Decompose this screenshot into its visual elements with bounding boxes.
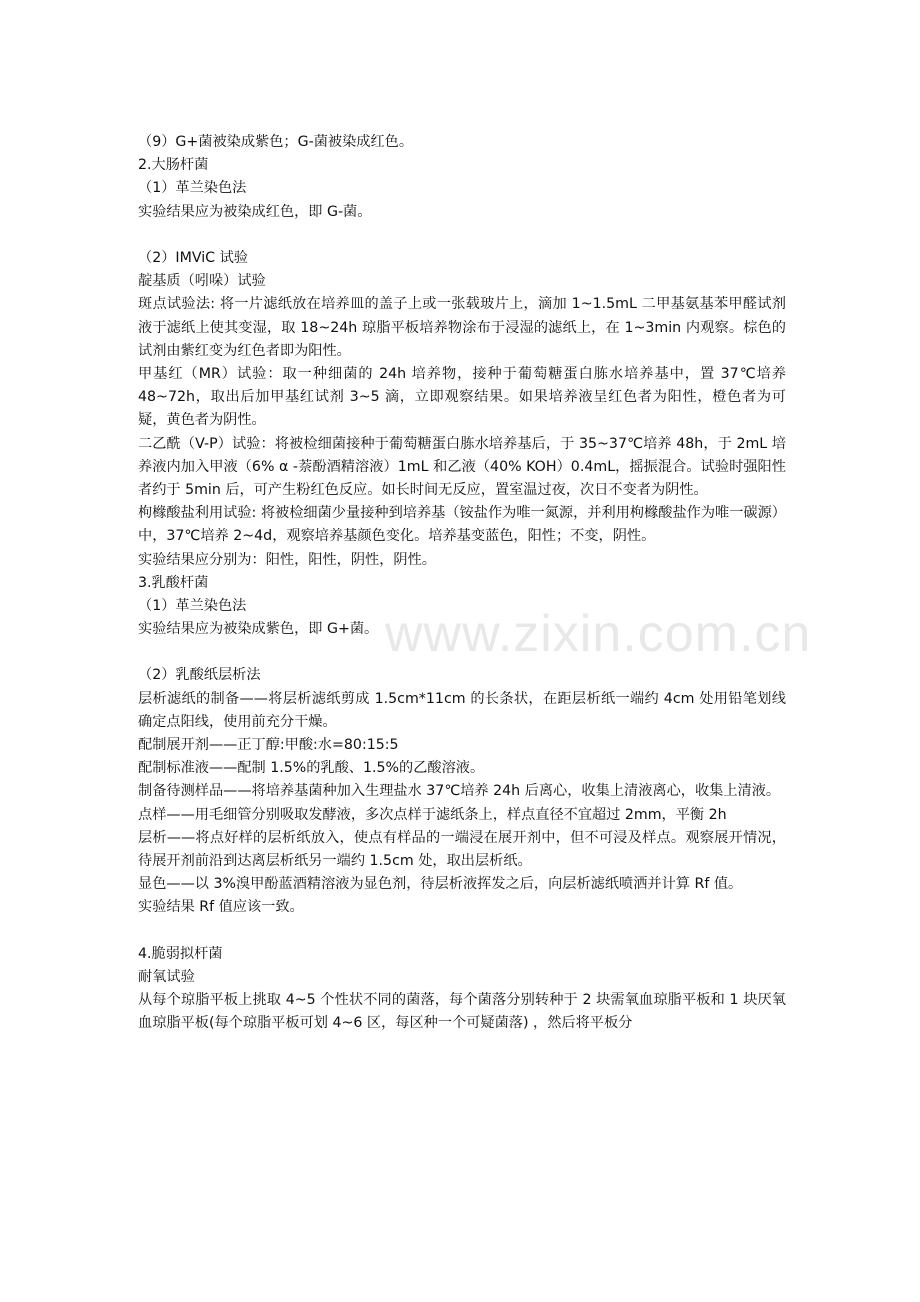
subsection-heading: （1）革兰染色法 xyxy=(138,597,247,614)
watermark: www.zixin.com.cn xyxy=(385,605,812,663)
section-heading: 4.脆弱拟杆菌 xyxy=(138,945,223,962)
paragraph: 从每个琼脂平板上挑取 4~5 个性状不同的菌落，每个菌落分别转种于 2 块需氧血琼脂平板和 1 块厌氧血琼脂平板(每个琼脂平板可划 4~6 区，每区种一个可疑菌落) ，然后将平板分 xyxy=(138,992,786,1032)
text-line: （9）G+菌被染成紫色；G-菌被染成红色。 xyxy=(138,134,414,150)
text-line: 配制标准液——配制 1.5%的乳酸、1.5%的乙酸溶液。 xyxy=(138,760,485,777)
text-line: 实验结果应为被染成红色，即 G-菌。 xyxy=(138,203,372,220)
subsection-heading: 靛基质（吲哚）试验 xyxy=(138,273,266,290)
subsection-heading: （1）革兰染色法 xyxy=(138,180,247,197)
blank-line xyxy=(138,920,786,943)
blank-line xyxy=(138,641,786,664)
paragraph: 显色——以 3%溴甲酚蓝酒精溶液为显色剂，待层析液挥发之后，向层析滤纸喷洒并计算 Rf 值。 xyxy=(138,876,743,893)
paragraph: 层析滤纸的制备——将层析滤纸剪成 1.5cm*11cm 的长条状，在距层析纸一端约 4cm 处用铅笔划线确定点阳线，使用前充分干燥。 xyxy=(138,690,786,730)
text-line: 实验结果应分别为：阳性，阳性，阴性，阴性。 xyxy=(138,551,436,568)
text-line: 实验结果 Rf 值应该一致。 xyxy=(138,899,304,916)
paragraph: 层析——将点好样的层析纸放入，使点有样品的一端浸在展开剂中，但不可浸及样点。观察展开情况，待展开剂前沿到达离层析纸另一端约 1.5cm 处，取出层析纸。 xyxy=(138,829,786,870)
paragraph: 甲基红（MR）试验：取一种细菌的 24h 培养物，接种于葡萄糖蛋白胨水培养基中，置 37℃培养 48~72h，取出后加甲基红试剂 3~5 滴，立即观察结果。如果培养液呈红色者为阳性，橙色者为可疑，黄色者为阴性。 xyxy=(138,365,786,429)
paragraph: 二乙酰（V-P）试验：将被检细菌接种于葡萄糖蛋白胨水培养基后，于 35~37℃培养 48h，于 2mL 培养液内加入甲液（6% α -萘酚酒精溶液）1mL 和乙液（40% KOH）0.4mL，摇振混合。试验时强阳性者约于 5min 后，可产生粉红色反应。如长时间无反应，置室温过夜，次日不变者为阴性。 xyxy=(138,435,786,498)
text-line: 实验结果应为被染成紫色，即 G+菌。 xyxy=(138,621,379,638)
subsection-heading: （2）乳酸纸层析法 xyxy=(138,667,261,684)
text-line: 点样——用毛细管分别吸取发酵液，多次点样于滤纸条上，样点直径不宜超过 2mm，平衡 2h xyxy=(138,806,727,823)
paragraph: 斑点试验法: 将一片滤纸放在培养皿的盖子上或一张载玻片上，滴加 1~1.5mL 二甲基氨基苯甲醛试剂液于滤纸上使其变湿，取 18~24h 琼脂平板培养物涂布于浸湿的滤纸上，在 1~3min 内观察。棕色的试剂由紫红变为红色者即为阳性。 xyxy=(138,296,786,359)
document-body xyxy=(138,131,786,1036)
subsection-heading: 耐氧试验 xyxy=(138,969,195,986)
text-line: 配制展开剂——正丁醇:甲酸:水=80:15:5 xyxy=(138,737,399,754)
section-heading: 2.大肠杆菌 xyxy=(138,157,209,174)
blank-line xyxy=(138,224,786,247)
paragraph: 枸橼酸盐利用试验: 将被检细菌少量接种到培养基（铵盐作为唯一氮源，并利用枸橼酸盐作为唯一碳源）中，37℃培养 2~4d，观察培养基颜色变化。培养基变蓝色，阳性；不变，阴性。 xyxy=(138,505,786,545)
section-heading: 3.乳酸杆菌 xyxy=(138,574,209,591)
subsection-heading: （2）IMViC 试验 xyxy=(138,249,248,266)
paragraph: 制备待测样品——将培养基菌种加入生理盐水 37℃培养 24h 后离心，收集上清液离心，收集上清液。 xyxy=(138,783,781,800)
